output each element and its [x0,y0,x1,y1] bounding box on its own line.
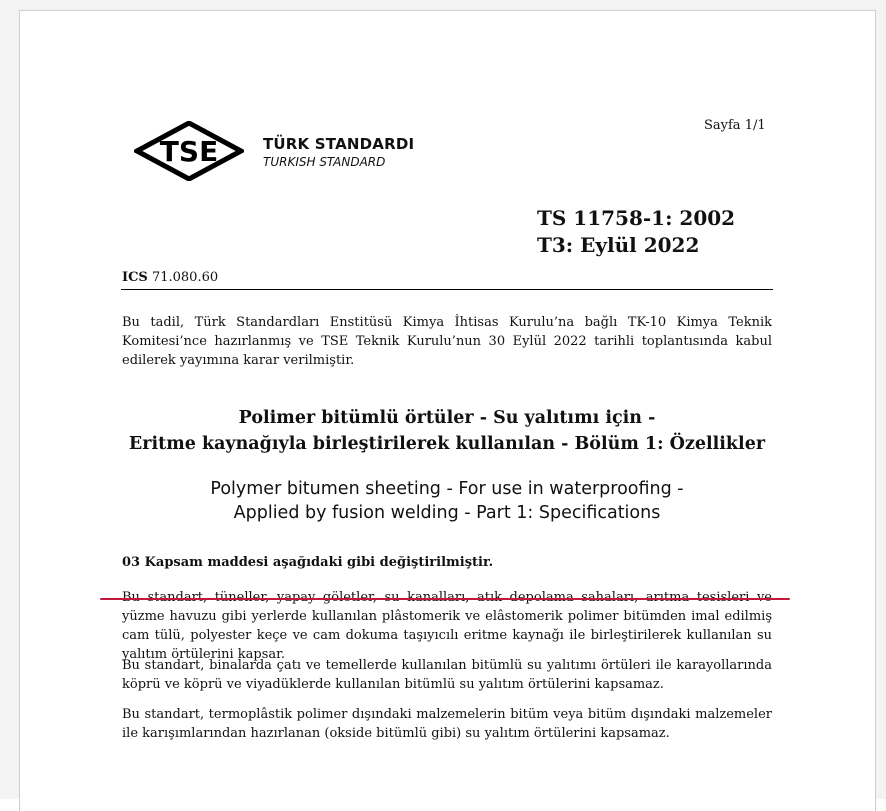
amendment-code: T3: Eylül 2022 [537,233,700,257]
title-en-line2: Applied by fusion welding - Part 1: Specifications [233,503,661,523]
title-english [122,477,772,525]
svg-text:TSE: TSE [159,135,219,168]
scope-paragraph-1: yüzme havuzu gibi yerlerde kullanılan plâstomerik ve elâstomerik polimer bitümden imal edilmiş cam tülü, polyester keçe ve cam dokuma taşıyıcılı eritme kaynağı ile birleştirilerek kullanılan su yalıtım örtülerini kapsar. [122,609,772,662]
page-number: Sayfa 1/1 [704,118,766,133]
standard-code-block [537,205,735,259]
section-heading: 03 Kapsam maddesi aşağıdaki gibi değiştirilmiştir. [122,555,494,570]
organization-name [263,135,414,169]
ics-value: 71.080.60 [151,270,219,285]
org-name-tr: TÜRK STANDARDI [263,135,415,153]
intro-paragraph: Bu tadil, Türk Standardları Enstitüsü Kimya İhtisas Kurulu’na bağlı TK-10 Kimya Teknik Komitesi’nce hazırlanmış ve TSE Teknik Kurulu’nun 30 Eylül 2022 tarihli toplantısında kabul edilerek yayımına karar verilmiştir. [122,315,772,368]
ics-code [122,270,218,285]
ics-label: ICS [122,270,148,285]
scope-paragraph-2: Bu standart, binalarda çatı ve temellerde kullanılan bitümlü su yalıtımı örtüleri ile karayollarında köprü ve köprü ve viyadüklerde kullanılan bitümlü su yalıtım örtülerini kapsamaz. [122,658,772,692]
title-tr-line1: Polimer bitümlü örtüler - Su yalıtımı için - [238,408,656,428]
title-turkish [122,405,772,457]
standard-code: TS 11758-1: 2002 [537,206,736,230]
org-name-en: TURKISH STANDARD [263,155,386,169]
title-tr-line2: Eritme kaynağıyla birleştirilerek kullanılan - Bölüm 1: Özellikler [128,434,766,454]
title-en-line1: Polymer bitumen sheeting - For use in waterproofing - [210,479,684,499]
scope-paragraph-3: Bu standart, termoplâstik polimer dışındaki malzemelerin bitüm veya bitüm dışındaki malzemeler ile karışımlarından hazırlanan (okside bitümlü gibi) su yalıtım örtülerini kapsamaz. [122,707,772,741]
tse-logo [134,121,244,181]
header-divider [121,289,773,290]
annotation-underline [100,598,790,600]
